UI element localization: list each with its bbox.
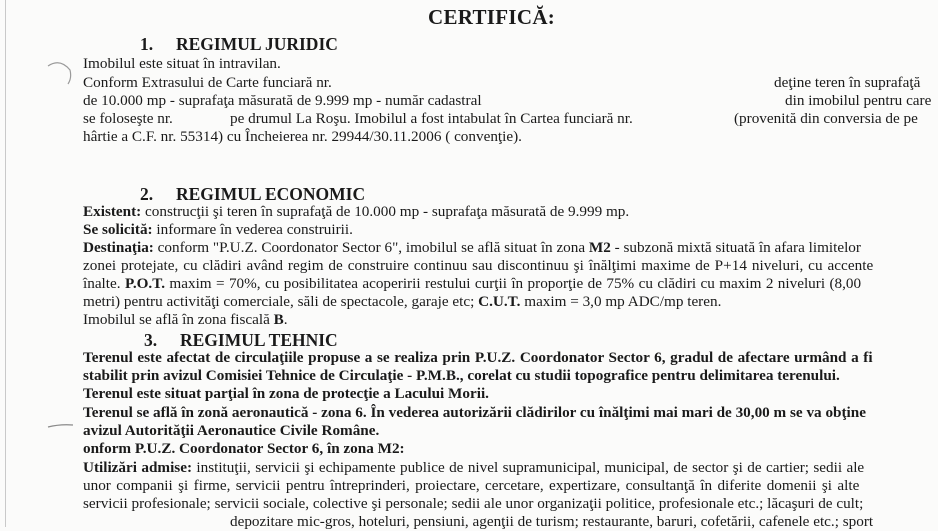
section-1-line-3: de 10.000 mp - suprafaţa măsurată de 9.999 mp - număr cadastral	[83, 92, 482, 109]
section-1-right-1: deţine teren în suprafaţă	[774, 74, 921, 91]
section-3-utilizari-line-3: servicii profesionale; servicii sociale, colective şi personale; sedii ale unor organizaţii politice, profesionale etc.; lăcaşuri de cult;	[83, 495, 864, 512]
section-3-line-1: Terenul este afectat de circulaţiile propuse a se realiza prin P.U.Z. Coordonator Sector 6, gradul de afectare urmând a fi	[83, 349, 873, 366]
section-2-line-4: metri) pentru activităţi comerciale, săli de spectacole, garaje etc; C.U.T. maxim = 3,0 mp ADC/mp teren.	[83, 293, 722, 310]
section-1-right-2: din imobilul pentru care	[785, 92, 932, 109]
section-2-heading: 2. REGIMUL ECONOMIC	[140, 184, 366, 204]
section-3-line-5: avizul Autorităţii Aeronautice Civile Române.	[83, 422, 380, 439]
page-edge-line	[5, 0, 6, 527]
section-1-heading: 1. REGIMUL JURIDIC	[140, 34, 338, 54]
section-2-destinatia: Destinaţia: conform "P.U.Z. Coordonator Sector 6", imobilul se află situat în zona M2 - subzonă mixtă situată în afara limitelor	[83, 239, 861, 256]
section-1-right-3: (provenită din conversia de pe	[734, 110, 918, 127]
section-1-line-5: hârtie a C.F. nr. 55314) cu Încheierea nr. 29944/30.11.2006 ( convenţie).	[83, 128, 522, 145]
section-3-utilizari: Utilizări admise: instituţii, servicii şi echipamente publice de nivel supramunicipal, municipal, de sector şi de cartier; sedii ale	[83, 459, 865, 476]
section-3-utilizari-line-2: unor companii şi firme, servicii pentru întreprinderi, proiectare, cercetare, expertizare, consultanţă în diferite domenii şi alte	[83, 477, 860, 494]
section-3-line-2: stabilit prin avizul Comisiei Tehnice de Circulaţie - P.M.B., corelat cu studii topografice pentru delimitarea terenului.	[83, 367, 840, 384]
section-3-utilizari-line-4: depozitare mic-gros, hoteluri, pensiuni, agenţii de turism; restaurante, baruri, cofetării, cafenele etc.; sport	[230, 513, 874, 530]
section-2-line-5: Imobilul se află în zona fiscală B.	[83, 311, 288, 328]
section-1-line-1: Imobilul este situat în intravilan.	[83, 55, 281, 72]
section-3-heading: 3. REGIMUL TEHNIC	[144, 330, 338, 350]
section-3-line-6: onform P.U.Z. Coordonator Sector 6, în zona M2:	[83, 440, 405, 457]
section-2-line-2: zonei protejate, cu clădiri având regim de construire continuu sau discontinuu şi înălţimi maxime de P+14 niveluri, cu accente	[83, 257, 874, 274]
section-2-solicita: Se solicită: informare în vederea construirii.	[83, 221, 353, 238]
section-1-line-2: Conform Extrasului de Carte funciară nr.	[83, 74, 332, 91]
section-2-line-3: înalte. P.O.T. maxim = 70%, cu posibilitatea acoperirii restului curţii în proporţie de 75% cu clădiri cu maxim 2 niveluri (8,00	[83, 275, 862, 292]
section-3-line-3: Terenul este situat parţial în zona de protecţie a Lacului Morii.	[83, 385, 489, 402]
section-3-line-4: Terenul se află în zonă aeronautică - zona 6. În vederea autorizării clădirilor cu înălţimi mai mari de 30,00 m se va obţine	[83, 404, 866, 421]
section-1-line-4a: se foloseşte nr.	[83, 110, 173, 127]
pen-mark-arc-icon	[44, 60, 76, 90]
section-2-existent: Existent: construcţii şi teren în suprafaţă de 10.000 mp - suprafaţa măsurată de 9.999 mp.	[83, 203, 630, 220]
document-title: CERTIFICĂ:	[428, 5, 556, 29]
section-1-line-4b: pe drumul La Roşu. Imobilul a fost intabulat în Cartea funciară nr.	[230, 110, 633, 127]
pen-mark-dash-icon	[46, 423, 76, 429]
